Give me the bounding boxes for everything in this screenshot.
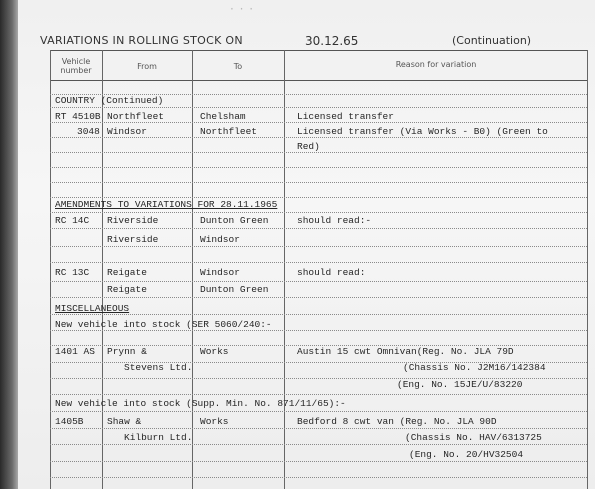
row-rule <box>50 330 587 331</box>
header-vehicle-line2: number <box>60 66 92 75</box>
header-reason: Reason for variation <box>395 60 477 69</box>
row-m2-lead: New vehicle into stock (Supp. Min. No. 871/11/65):- <box>55 398 346 409</box>
row-m2-vehicle: 1405B <box>55 416 84 427</box>
row-rule <box>50 228 587 229</box>
row-a2b-from: Reigate <box>107 284 147 295</box>
faint-header-text: · · · <box>230 2 255 16</box>
row-rule <box>50 246 587 247</box>
row-r1-from: Northfleet <box>107 111 165 122</box>
row-a2-to: Windsor <box>200 267 240 278</box>
row-m2-reason-line1: Bedford 8 cwt van (Reg. No. JLA 90D <box>297 416 497 427</box>
table-left-border <box>50 50 51 489</box>
row-m1-from-line1: Prynn & <box>107 346 147 357</box>
row-rule <box>50 461 587 462</box>
row-m2-reason-line2: (Chassis No. HAV/6313725 <box>405 432 542 443</box>
row-r1-to: Chelsham <box>200 111 246 122</box>
row-rule <box>50 107 587 108</box>
row-rule <box>50 137 587 138</box>
row-m2-reason-line3: (Eng. No. 20/HV32504 <box>409 449 524 460</box>
row-r2-vehicle: 3048 <box>77 126 100 137</box>
row-rule <box>50 182 587 183</box>
row-a1-to: Dunton Green <box>200 215 269 226</box>
row-rule <box>50 152 587 153</box>
document-title: VARIATIONS IN ROLLING STOCK ON <box>40 34 243 47</box>
row-a2b-to: Dunton Green <box>200 284 269 295</box>
row-a2-vehicle: RC 13C <box>55 267 90 278</box>
row-a1b-from: Riverside <box>107 234 159 245</box>
row-m1-vehicle: 1401 AS <box>55 346 95 357</box>
row-rule <box>50 197 587 198</box>
row-r2-to: Northfleet <box>200 126 258 137</box>
column-divider-vehicle <box>102 50 103 489</box>
row-m1-to: Works <box>200 346 229 357</box>
row-a1-vehicle: RC 14C <box>55 215 90 226</box>
column-divider-from <box>192 50 193 489</box>
page-edge-shadow <box>0 0 20 489</box>
column-divider-to <box>284 50 285 489</box>
row-r2-reason-line2: Red) <box>297 141 320 152</box>
row-rule <box>50 262 587 263</box>
row-rule <box>50 411 587 412</box>
row-a2-reason: should read: <box>297 267 366 278</box>
header-vehicle-line1: Vehicle <box>61 57 91 66</box>
section-amendments-heading: AMENDMENTS TO VARIATIONS FOR 28.11.1965 <box>55 199 278 210</box>
row-m1-reason-line1: Austin 15 cwt Omnivan(Reg. No. JLA 79D <box>297 346 514 357</box>
section-country-heading: COUNTRY (Continued) <box>55 95 164 106</box>
header-from: From <box>137 62 157 71</box>
header-bottom-border <box>50 80 587 81</box>
row-m1-reason-line2: (Chassis No. J2M16/142384 <box>403 362 546 373</box>
continuation-label: (Continuation) <box>452 34 532 47</box>
row-r1-vehicle: RT 4510B <box>55 111 101 122</box>
row-rule <box>50 297 587 298</box>
row-a1b-to: Windsor <box>200 234 240 245</box>
row-rule <box>50 167 587 168</box>
row-r2-reason-line1: Licensed transfer (Via Works - B0) (Green to <box>297 126 548 137</box>
row-rule <box>50 281 587 282</box>
section-misc-heading: MISCELLANEOUS <box>55 303 130 314</box>
row-rule <box>50 122 587 123</box>
row-rule <box>50 444 587 445</box>
row-rule <box>50 212 587 213</box>
row-a1-from: Riverside <box>107 215 159 226</box>
table-right-border <box>587 50 588 489</box>
row-r1-reason: Licensed transfer <box>297 111 394 122</box>
row-a2-from: Reigate <box>107 267 147 278</box>
row-m1-reason-line3: (Eng. No. 15JE/U/83220 <box>397 379 523 390</box>
table-top-border <box>50 50 587 51</box>
row-m2-from-line1: Shaw & <box>107 416 142 427</box>
row-a1-reason: should read:- <box>297 215 372 226</box>
row-rule <box>50 394 587 395</box>
row-rule <box>50 477 587 478</box>
row-m1-from-line2: Stevens Ltd. <box>124 362 193 373</box>
row-rule <box>50 428 587 429</box>
row-m2-from-line2: Kilburn Ltd. <box>124 432 193 443</box>
row-rule <box>50 314 587 315</box>
document-date: 30.12.65 <box>305 34 359 48</box>
row-r2-from: Windsor <box>107 126 147 137</box>
row-m1-lead: New vehicle into stock (SER 5060/240:- <box>55 319 272 330</box>
header-to: To <box>233 62 243 71</box>
row-m2-to: Works <box>200 416 229 427</box>
